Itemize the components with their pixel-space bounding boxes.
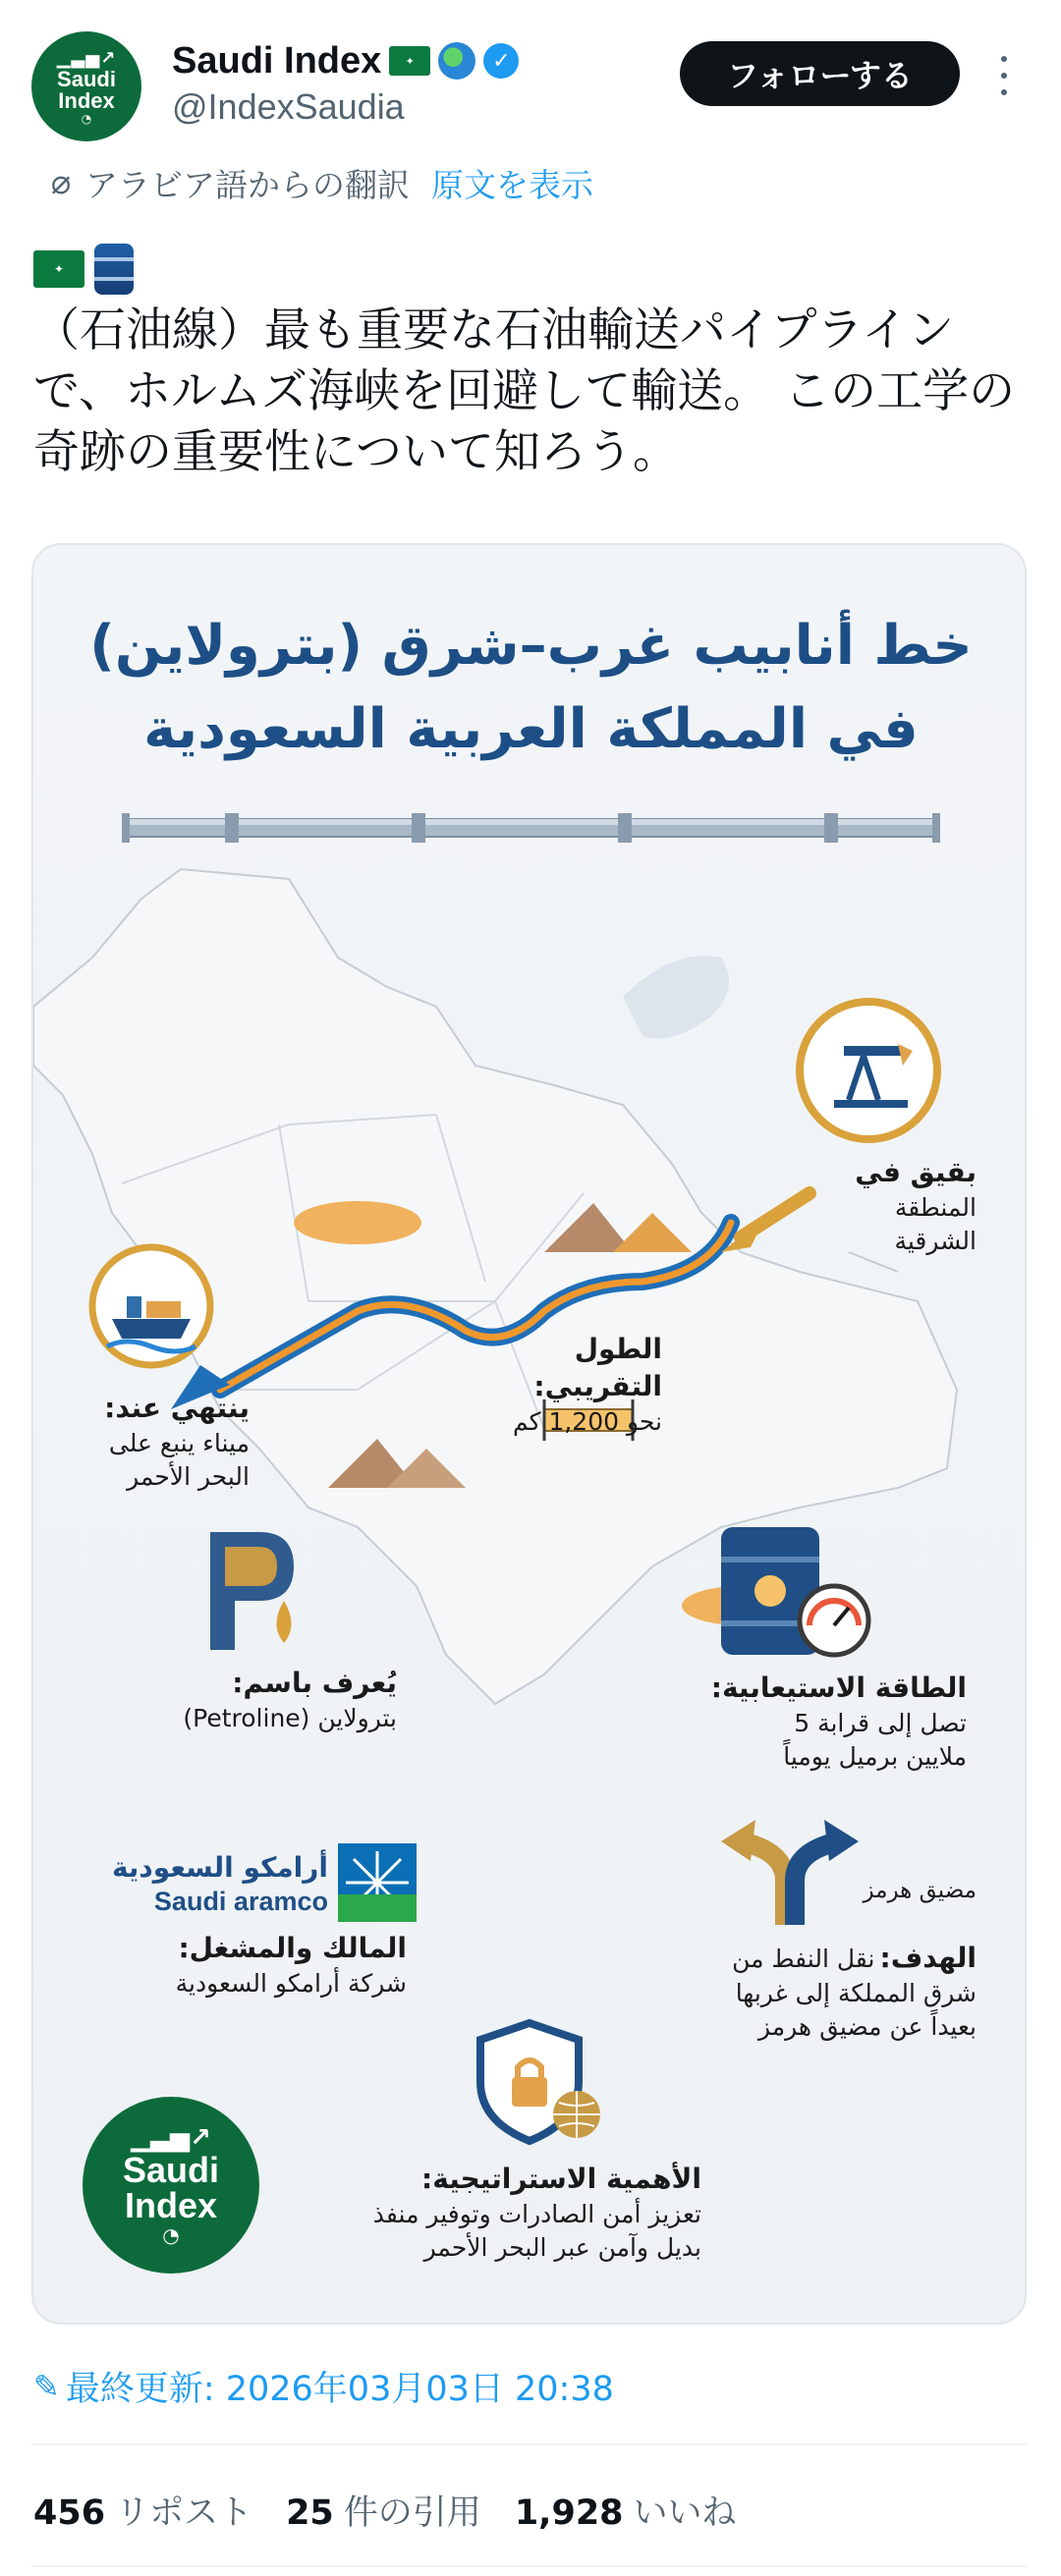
likes-label: いいね xyxy=(633,2494,737,2533)
start-body-1: المنطقة xyxy=(894,1193,977,1222)
ship-icon xyxy=(87,1242,215,1370)
petroline-logo xyxy=(200,1527,308,1655)
reposts-count: 456 xyxy=(33,2494,106,2533)
shield-lock-icon xyxy=(471,2018,608,2146)
end-body-2: البحر الأحمر xyxy=(127,1462,250,1491)
globe-icon xyxy=(438,42,475,80)
length-heading: الطول التقريبي: xyxy=(533,1333,662,1402)
oil-barrel-gauge-icon xyxy=(701,1517,878,1665)
capacity-body-1: تصل إلى قرابة 5 xyxy=(794,1709,967,1737)
aramco-english: Saudi aramco xyxy=(153,1887,328,1916)
likes-stat[interactable] xyxy=(515,2486,737,2535)
start-body-2: الشرقية xyxy=(894,1227,977,1255)
goal-heading: الهدف: xyxy=(879,1942,977,1974)
aramco-logo xyxy=(102,1851,426,1920)
goal-label xyxy=(584,1940,977,2044)
known-label xyxy=(92,1665,397,1735)
likes-count: 1,928 xyxy=(514,2494,624,2533)
aramco-star-icon xyxy=(338,1843,417,1922)
strategic-body-2: بديل وآمن عبر البحر الأحمر xyxy=(423,2233,701,2262)
avatar-line1: Saudi xyxy=(57,66,116,91)
known-body: بترولاين (Petroline) xyxy=(183,1704,397,1732)
saudi-flag-icon: ✦ xyxy=(33,250,84,288)
owner-body: شركة أرامكو السعودية xyxy=(175,1969,407,1998)
quotes-count: 25 xyxy=(286,2494,334,2533)
avatar-line2: Index xyxy=(58,87,115,113)
more-options-icon[interactable] xyxy=(986,51,1022,100)
capacity-heading: الطاقة الاستيعابية: xyxy=(710,1672,967,1704)
capacity-body-2: ملايين برميل يومياً xyxy=(783,1742,967,1771)
known-heading: يُعرف باسم: xyxy=(232,1667,397,1699)
reposts-stat[interactable] xyxy=(33,2486,252,2535)
logo-line2: Index xyxy=(124,2185,218,2225)
capacity-label xyxy=(672,1670,967,1774)
pencil-icon: ✎ xyxy=(33,2368,60,2405)
quotes-label: 件の引用 xyxy=(343,2494,481,2533)
last-updated-text: 最終更新: 2026年03月03日 20:38 xyxy=(65,2370,614,2409)
chart-bars-icon: ▁▃▅↗ xyxy=(131,2123,211,2153)
end-body-1: ميناء ينبع على xyxy=(108,1429,250,1457)
fork-arrow-icon xyxy=(711,1812,868,1930)
emoji-row xyxy=(33,244,134,295)
owner-heading: المالك والمشغل: xyxy=(178,1932,407,1964)
length-label xyxy=(456,1331,662,1439)
quotes-stat[interactable] xyxy=(286,2486,481,2535)
goal-body-first: نقل النفط من xyxy=(732,1945,875,1973)
tweet-text: （石油線）最も重要な石油輸送パイプラインで、ホルムズ海峡を回避して輸送。 この工学の奇跡の重要性について知ろう。 xyxy=(33,303,1016,479)
pie-icon: ◔ xyxy=(81,111,92,126)
translation-notice xyxy=(44,159,593,206)
tweet-image[interactable] xyxy=(31,543,1027,2325)
engagement-stats xyxy=(33,2481,737,2540)
infographic-title-line2: في المملكة العربية السعودية xyxy=(143,697,919,761)
translate-icon: ⌀ xyxy=(50,163,72,202)
pipe-banner xyxy=(122,813,940,843)
length-body: نحو 1,200 كم xyxy=(512,1407,662,1436)
divider xyxy=(31,2565,1027,2567)
strategic-heading: الأهمية الاستراتيجية: xyxy=(421,2163,701,2195)
strategic-label xyxy=(308,2161,701,2265)
chart-bars-icon: ▁▃▅↗ xyxy=(56,47,117,69)
owner-label xyxy=(92,1930,407,2001)
start-heading: بقيق في xyxy=(855,1156,977,1188)
follow-button[interactable]: フォローする xyxy=(680,41,960,106)
divider xyxy=(31,2443,1027,2445)
hormuz-label: مضيق هرمز xyxy=(863,1878,977,1903)
strategic-body-1: تعزيز أمن الصادرات وتوفير منفذ xyxy=(372,2200,701,2228)
pie-icon: ◔ xyxy=(162,2223,180,2247)
name-row xyxy=(172,39,519,82)
goal-body-2: بعيداً عن مضيق هرمز xyxy=(757,2012,977,2041)
saudi-index-logo xyxy=(83,2097,259,2274)
oil-barrel-icon xyxy=(94,244,134,295)
verified-badge-icon[interactable]: ✓ xyxy=(483,43,519,79)
last-updated[interactable] xyxy=(33,2361,614,2412)
tweet-header xyxy=(0,0,1061,157)
oil-pump-icon xyxy=(795,997,942,1144)
saudi-flag-icon: ✦ xyxy=(389,46,430,76)
goal-body-1: شرق المملكة إلى غربها xyxy=(735,1979,977,2007)
show-original-link[interactable]: 原文を表示 xyxy=(431,165,593,204)
aramco-arabic: أرامكو السعودية xyxy=(111,1851,328,1884)
start-label xyxy=(790,1154,977,1258)
end-heading: ينتهي عند: xyxy=(104,1392,250,1424)
user-handle[interactable]: @IndexSaudia xyxy=(172,86,405,127)
reposts-label: リポスト xyxy=(115,2494,253,2533)
infographic-title-line1: خط أنابيب غرب–شرق (بترولاين) xyxy=(89,614,973,678)
end-label xyxy=(73,1390,250,1494)
translation-note: アラビア語からの翻訳 xyxy=(85,165,410,204)
avatar[interactable] xyxy=(31,31,141,141)
display-name[interactable]: Saudi Index xyxy=(172,39,382,82)
logo-line1: Saudi xyxy=(122,2150,219,2190)
